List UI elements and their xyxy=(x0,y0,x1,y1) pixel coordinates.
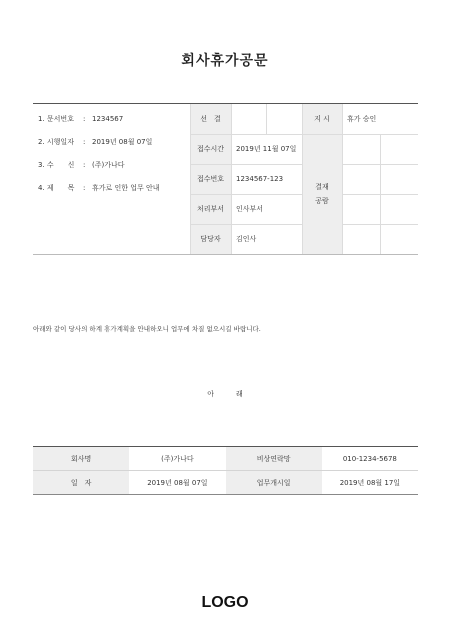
company-info-table xyxy=(33,446,418,495)
meta-row-doc-number: 1. 문서번호 : 1234567 xyxy=(38,112,160,135)
received-time-label: 접수시간 xyxy=(190,134,231,164)
meta-value: 휴가로 인한 업무 안내 xyxy=(92,184,160,192)
table-row xyxy=(33,471,418,495)
meta-key: 3. 수 신 xyxy=(38,161,75,169)
meta-value: 1234567 xyxy=(92,115,124,123)
instruction-value: 휴가 승인 xyxy=(347,115,377,123)
meta-row-subject: 4. 제 목 : 휴가로 인한 업무 안내 xyxy=(38,181,160,204)
processor-value: 인사부서 xyxy=(236,205,264,213)
received-time-value: 2019년 11월 07일 xyxy=(236,145,297,153)
meta-key: 1. 문서번호 xyxy=(38,115,74,123)
processor-label: 처리부서 xyxy=(190,194,231,224)
document-meta-list xyxy=(38,112,160,204)
meta-key: 2. 시행일자 xyxy=(38,138,74,146)
approval-grid xyxy=(190,104,418,254)
company-name-label: 회사명 xyxy=(33,447,129,471)
table-row xyxy=(33,447,418,471)
work-start-value: 2019년 08월 17일 xyxy=(322,471,418,495)
work-start-label: 업무개시일 xyxy=(226,471,322,495)
company-logo: LOGO xyxy=(201,594,249,611)
document-title: 회사휴가공문 xyxy=(181,53,269,69)
sign-cell-1 xyxy=(231,104,266,134)
meta-value: 2019년 08월 07일 xyxy=(92,138,153,146)
notice-text: 아래와 같이 당사의 하계 휴가계획을 안내하오니 업무에 차질 없으시길 바랍니다. xyxy=(33,325,261,333)
approval-circulation-label xyxy=(302,134,342,254)
approval-label: 결재 xyxy=(315,183,329,191)
company-name-value: (주)가나다 xyxy=(129,447,225,471)
meta-row-date: 2. 시행일자 : 2019년 08월 07일 xyxy=(38,135,160,158)
meta-row-recipient: 3. 수 신 : (주)가나다 xyxy=(38,158,160,181)
date-label: 일 자 xyxy=(33,471,129,495)
received-no-label: 접수번호 xyxy=(190,164,231,194)
document-info-box xyxy=(33,103,418,255)
meta-key: 4. 제 목 xyxy=(38,184,75,192)
manager-label: 담당자 xyxy=(190,224,231,254)
date-value: 2019년 08월 07일 xyxy=(129,471,225,495)
emergency-contact-label: 비상연락망 xyxy=(226,447,322,471)
received-no-value: 1234567-123 xyxy=(236,175,284,183)
meta-value: (주)가나다 xyxy=(92,161,125,169)
circulation-label: 공람 xyxy=(315,197,329,205)
emergency-contact-value: 010-1234-5678 xyxy=(322,447,418,471)
sign-label: 선 결 xyxy=(190,104,231,134)
below-heading: 아래 xyxy=(207,390,265,398)
instruction-label: 지 시 xyxy=(302,104,342,134)
manager-value: 김인사 xyxy=(236,235,257,243)
sign-cell-2 xyxy=(266,104,302,134)
